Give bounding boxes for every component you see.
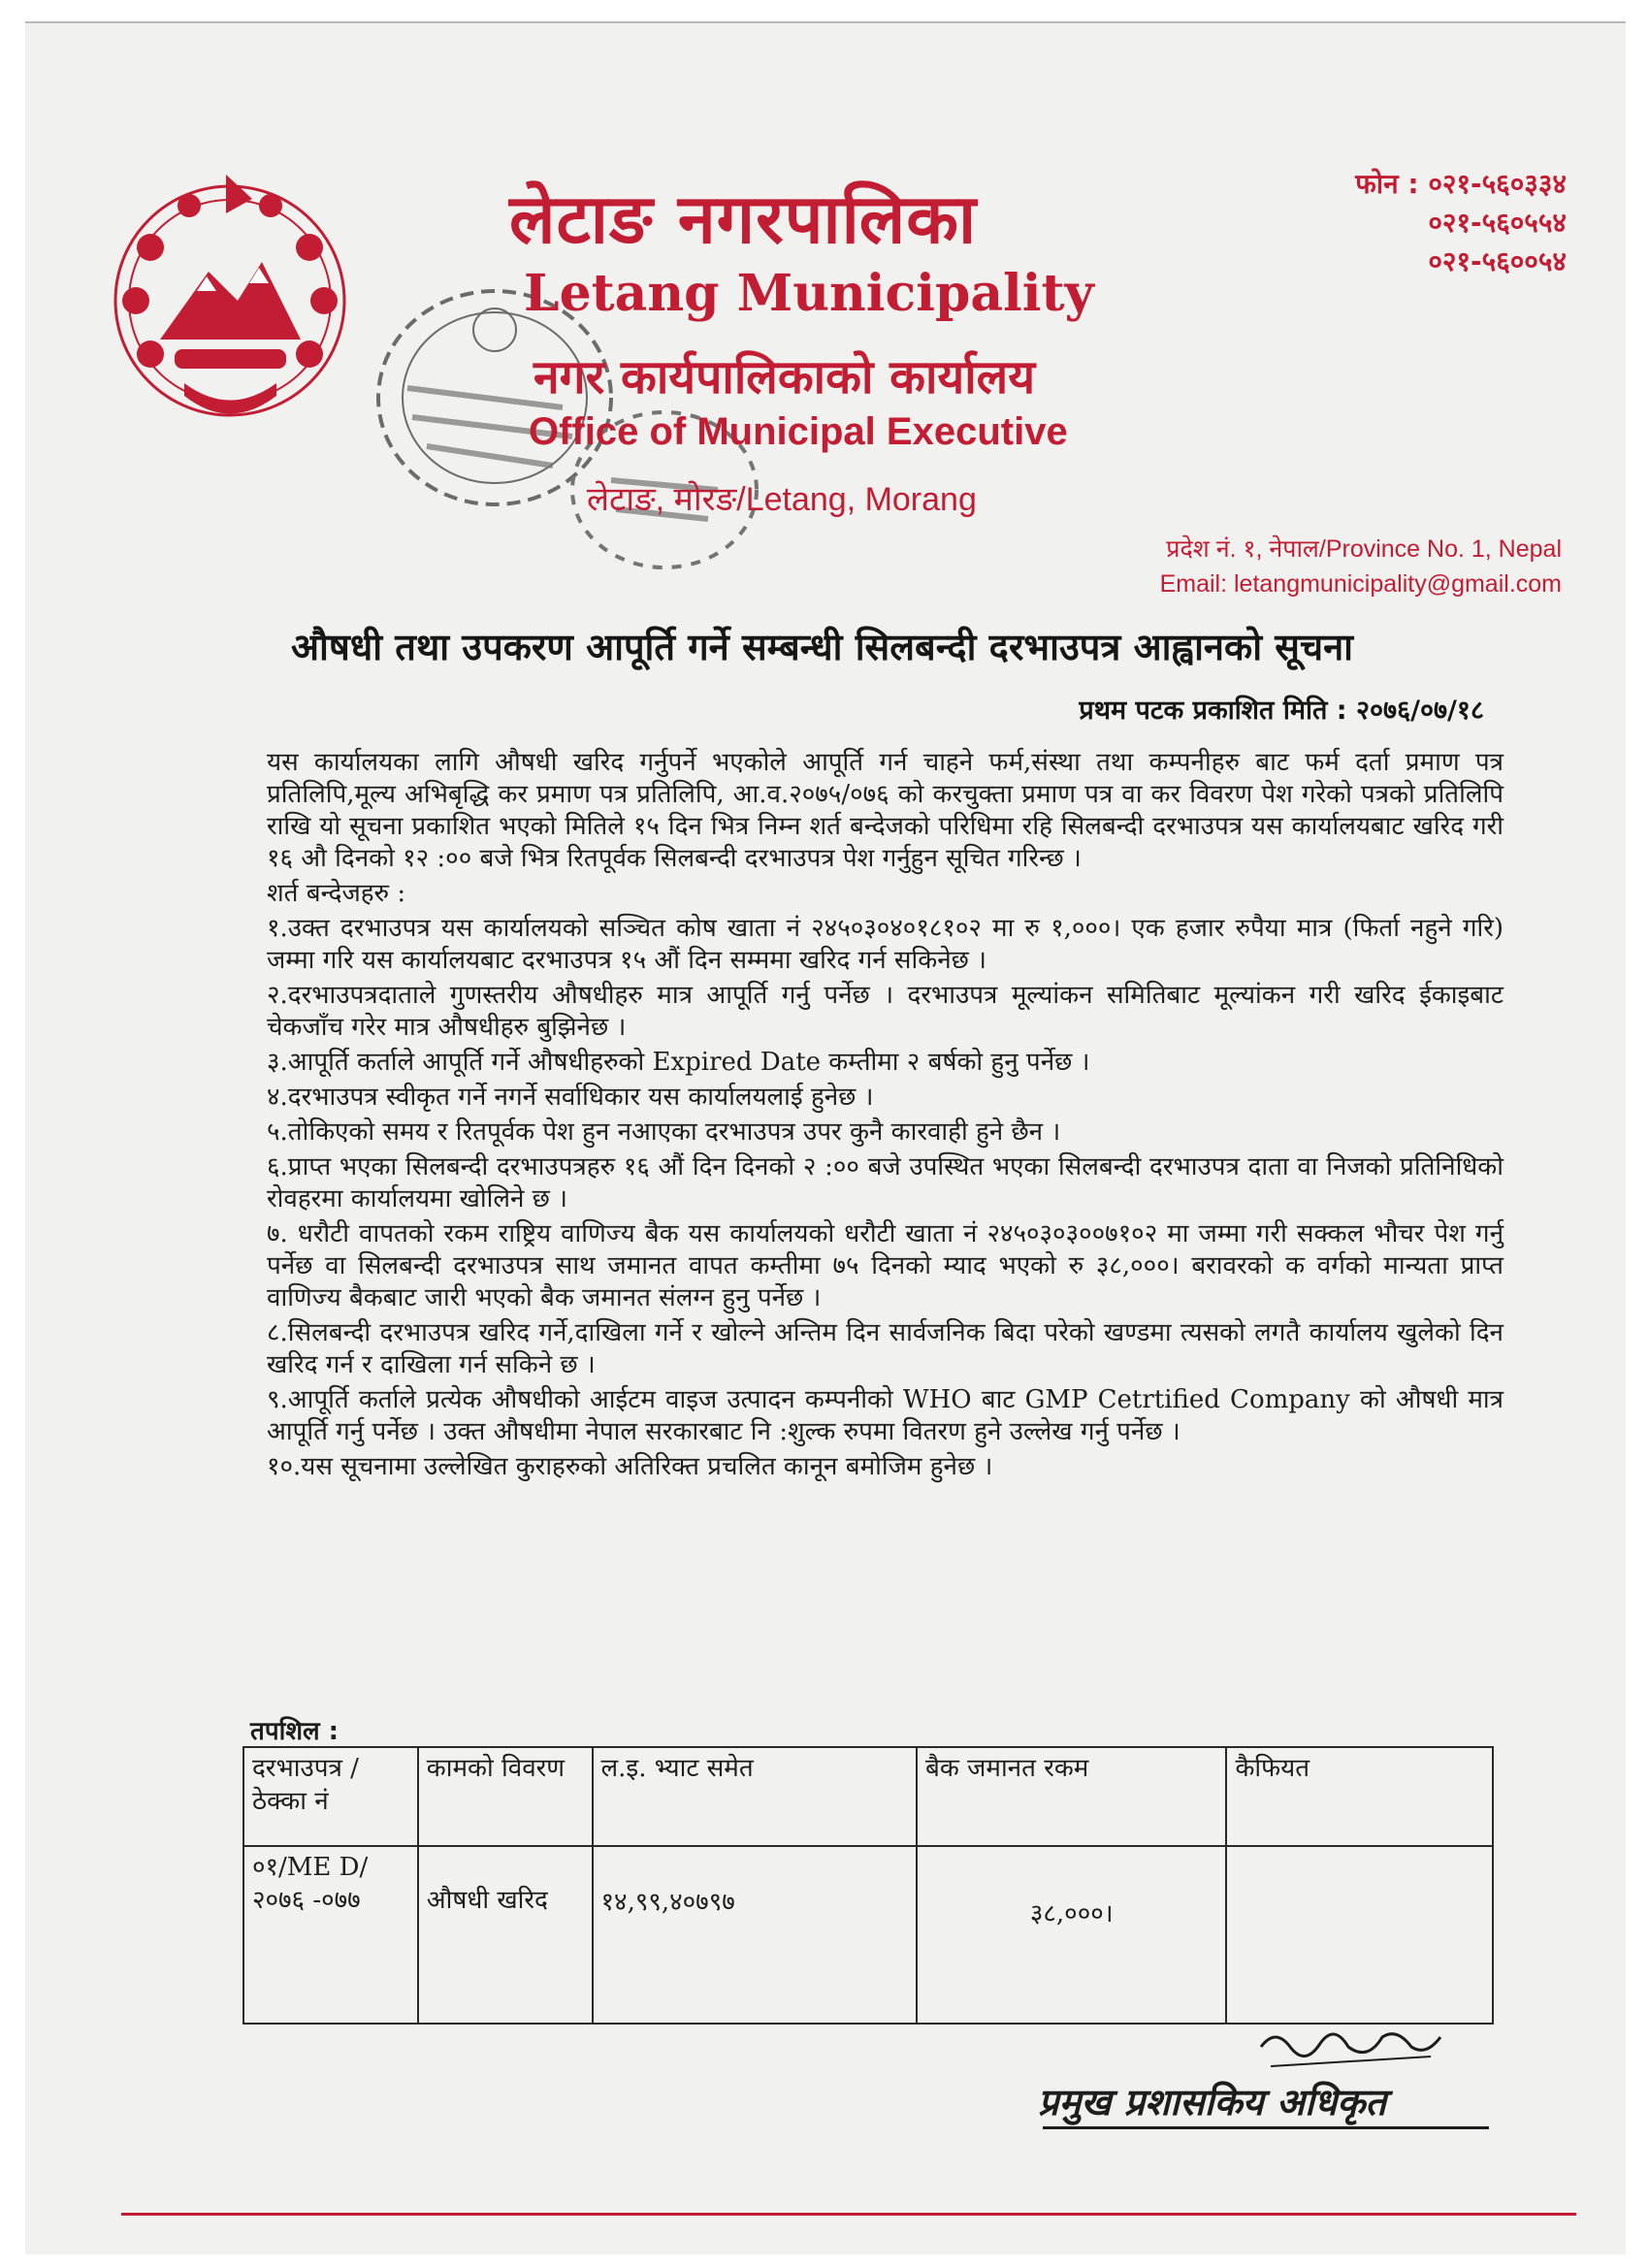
signatory-title: प्रमुख प्रशासकिय अधिकृत [1038, 2080, 1387, 2123]
column-header: दरभाउपत्र /ठेक्का नं [243, 1747, 418, 1846]
column-header: कामको विवरण [418, 1747, 593, 1846]
footer-divider [121, 2213, 1576, 2216]
condition-item: १.उक्त दरभाउपत्र यस कार्यालयको सञ्चित कोष खाता नं २४५०३०४०१८१०२ मा रु १,०००। एक हजार रुपैया मात्र (फिर्ता नहुने गरि) जम्मा गरि यस कार्यालयबाट दरभाउपत्र १५ औं दिन सम्ममा खरिद गर्न सकिनेछ । [267, 914, 1504, 975]
published-date: प्रथम पटक प्रकाशित मिति : २०७६/०७/१८ [1079, 696, 1484, 726]
table-header-row [243, 1747, 1493, 1846]
municipality-name-english: Letang Municipality [524, 264, 1094, 323]
email-address: Email: letangmunicipality@gmail.com [1159, 570, 1562, 598]
office-name-nepali: नगर कार्यपालिकाको कार्यालय [534, 350, 1036, 405]
column-header: कैफियत [1226, 1747, 1493, 1846]
signature-underline [1043, 2126, 1489, 2129]
condition-item: १०.यस सूचनामा उल्लेखित कुराहरुको अतिरिक्त प्रचलित कानून बमोजिम हुनेछ । [267, 1452, 993, 1481]
condition-item: ९.आपूर्ति कर्ताले प्रत्येक औषधीको आईटम वाइज उत्पादन कम्पनीको WHO बाट GMP Cetrtified Company को औषधी मात्र आपूर्ति गर्नु पर्नेछ । उक्त औषधीमा नेपाल सरकारबाट नि :शुल्क रुपमा वितरण हुने उल्लेख गर्नु पर्नेछ । [267, 1385, 1504, 1446]
province-address: प्रदेश नं. १, नेपाल/Province No. 1, Nepal [1166, 535, 1562, 563]
conditions-heading: शर्त बन्देजहरु : [267, 879, 406, 908]
handwritten-signature [1251, 2018, 1445, 2076]
phone-line: ०२१-५६०५५४ [1428, 207, 1567, 239]
condition-item: ४.दरभाउपत्र स्वीकृत गर्ने नगर्ने सर्वाधिकार यस कार्यालयलाई हुनेछ । [267, 1083, 874, 1112]
municipality-name-nepali: लेटाङ नगरपालिका [509, 179, 978, 259]
condition-item: ६.प्राप्त भएका सिलबन्दी दरभाउपत्रहरु १६ औं दिन दिनको २ :०० बजे उपस्थित भएका सिलबन्दी दरभाउपत्र दाता वा निजको प्रतिनिधिको रोवहरमा कार्यालयमा खोलिने छ । [267, 1152, 1504, 1214]
condition-item: ५.तोकिएको समय र रितपूर्वक पेश हुन नआएका दरभाउपत्र उपर कुनै कारवाही हुने छैन । [267, 1118, 1061, 1147]
phone-numbers [1305, 165, 1567, 281]
column-header: बैक जमानत रकम [917, 1747, 1226, 1846]
notice-body [267, 747, 1504, 1486]
phone-line: ०२१-५६००५४ [1428, 245, 1567, 277]
details-heading: तपशिल : [250, 1717, 340, 1746]
nepal-emblem-icon [92, 155, 369, 446]
phone-line: फोन : ०२१-५६०३३४ [1355, 168, 1567, 200]
condition-item: २.दरभाउपत्रदाताले गुणस्तरीय औषधीहरु मात्र आपूर्ति गर्नु पर्नेछ । दरभाउपत्र मूल्यांकन समितिबाट मूल्यांकन गरी खरिद ईकाइबाट चेकजाँच गरेर मात्र औषधीहरु बुझिनेछ । [267, 981, 1504, 1042]
table-row [243, 1846, 1493, 2024]
office-location: लेटाङ, मोरङ/Letang, Morang [587, 481, 977, 518]
table-cell: ३८,०००। [917, 1846, 1226, 2024]
table-cell: औषधी खरिद [418, 1846, 593, 2024]
notice-heading: औषधी तथा उपकरण आपूर्ति गर्ने सम्बन्धी सिलबन्दी दरभाउपत्र आह्वानको सूचना [291, 626, 1354, 668]
column-header: ल.इ. भ्याट समेत [593, 1747, 918, 1846]
office-name-english: Office of Municipal Executive [529, 410, 1068, 453]
condition-item: ७. धरौटी वापतको रकम राष्ट्रिय वाणिज्य बैक यस कार्यालयको धरौटी खाता नं २४५०३०३००७१०२ मा जम्मा गरी सक्कल भौचर पेश गर्नु पर्नेछ वा सिलबन्दी दरभाउपत्र साथ जमानत वापत कम्तीमा ७५ दिनको म्याद भएको रु ३८,०००। बरावरको क वर्गको मान्यता प्राप्त वाणिज्य बैकबाट जारी भएको बैक जमानत संलग्न हुनु पर्नेछ । [267, 1219, 1504, 1312]
table-cell: १४,९९,४०७९७ [593, 1846, 918, 2024]
details-table [242, 1746, 1494, 2025]
table-cell: ०१/ME D/२०७६ -०७७ [243, 1846, 418, 2024]
condition-item: ३.आपूर्ति कर्ताले आपूर्ति गर्ने औषधीहरुको Expired Date कम्तीमा २ बर्षको हुनु पर्नेछ । [267, 1048, 1090, 1077]
table-cell [1226, 1846, 1493, 2024]
intro-paragraph: यस कार्यालयका लागि औषधी खरिद गर्नुपर्ने भएकोले आपूर्ति गर्न चाहने फर्म,संस्था तथा कम्पनीहरु बाट फर्म दर्ता प्रमाण पत्र प्रतिलिपि,मूल्य अभिबृद्धि कर प्रमाण पत्र प्रतिलिपि, आ.व.२०७५/०७६ को करचुक्ता प्रमाण पत्र वा कर विवरण पेश गरेको पत्रको प्रतिलिपि राखि यो सूचना प्रकाशित भएको मितिले १५ दिन भित्र निम्न शर्त बन्देजको परिधिमा रहि सिलबन्दी दरभाउपत्र यस कार्यालयबाट खरिद गरी १६ औ दिनको १२ :०० बजे भित्र रितपूर्वक सिलबन्दी दरभाउपत्र पेश गर्नुहुन सूचित गरिन्छ । [267, 748, 1504, 873]
condition-item: ८.सिलबन्दी दरभाउपत्र खरिद गर्ने,दाखिला गर्ने र खोल्ने अन्तिम दिन सार्वजनिक बिदा परेको खण्डमा त्यसको लगतै कार्यालय खुलेको दिन खरिद गर्न र दाखिला गर्न सकिने छ । [267, 1318, 1504, 1379]
